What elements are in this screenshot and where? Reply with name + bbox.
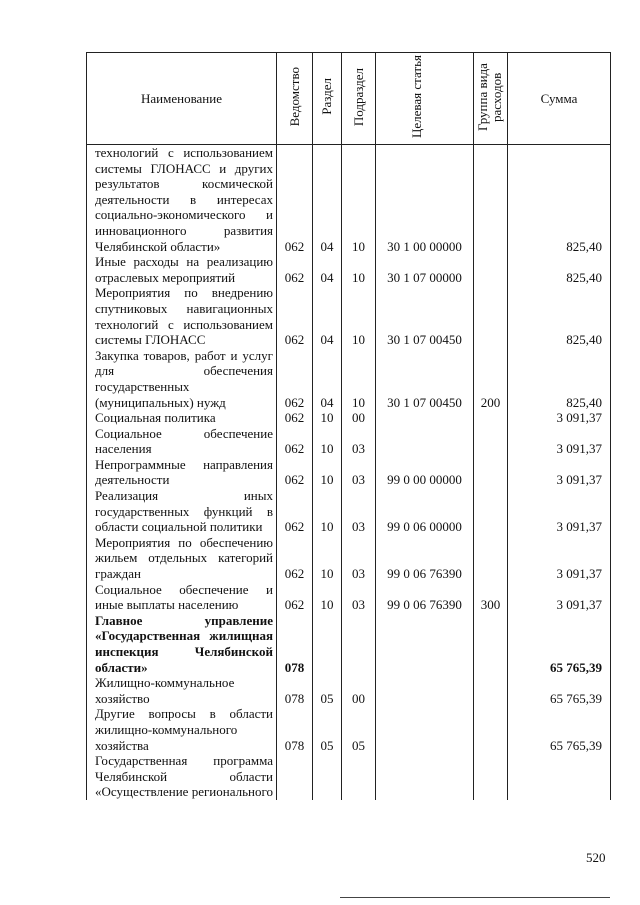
- row-name: технологий с использованием системы ГЛОНАСС и других результатов космической деятельности в интересах социально-экономического и инновационного развития Челябинской области»: [87, 145, 277, 255]
- row-name: Социальное обеспечение и иные выплаты населению: [87, 582, 277, 613]
- table-row: [87, 582, 611, 613]
- row-target: [376, 426, 474, 457]
- row-subsection: 03: [342, 535, 376, 582]
- row-group: [474, 426, 508, 457]
- row-sum: 825,40: [508, 254, 611, 285]
- row-group: [474, 613, 508, 675]
- row-subsection: 03: [342, 457, 376, 488]
- header-dept: [277, 53, 313, 145]
- row-sum: 3 091,37: [508, 582, 611, 613]
- row-dept: [277, 753, 313, 800]
- header-name: Наименование: [87, 53, 277, 145]
- row-section: 05: [313, 706, 342, 753]
- row-section: 10: [313, 457, 342, 488]
- row-target: [376, 410, 474, 426]
- row-name: Непрограммные направления деятельности: [87, 457, 277, 488]
- row-group: [474, 675, 508, 706]
- row-dept: 062: [277, 582, 313, 613]
- row-group: [474, 145, 508, 255]
- row-sum: 3 091,37: [508, 410, 611, 426]
- table-row: [87, 410, 611, 426]
- row-sum: 65 765,39: [508, 706, 611, 753]
- row-target: [376, 753, 474, 800]
- row-target: 99 0 06 00000: [376, 488, 474, 535]
- row-subsection: 10: [342, 254, 376, 285]
- row-dept: 078: [277, 613, 313, 675]
- row-subsection: 05: [342, 706, 376, 753]
- row-section: 10: [313, 582, 342, 613]
- row-name: Социальное обеспечение населения: [87, 426, 277, 457]
- row-group: 200: [474, 348, 508, 410]
- row-name: Реализация иных государственных функций в области социальной политики: [87, 488, 277, 535]
- row-sum: 825,40: [508, 145, 611, 255]
- row-section: [313, 753, 342, 800]
- row-section: 04: [313, 145, 342, 255]
- row-group: [474, 285, 508, 347]
- row-sum: 65 765,39: [508, 613, 611, 675]
- row-target: 99 0 06 76390: [376, 582, 474, 613]
- row-section: 04: [313, 254, 342, 285]
- row-dept: 062: [277, 410, 313, 426]
- row-group: [474, 410, 508, 426]
- table-row: [87, 457, 611, 488]
- row-sum: 825,40: [508, 285, 611, 347]
- row-target: 30 1 07 00000: [376, 254, 474, 285]
- row-dept: 062: [277, 535, 313, 582]
- table-row: [87, 753, 611, 800]
- table-row: [87, 613, 611, 675]
- header-sum: Сумма: [508, 53, 611, 145]
- row-dept: 062: [277, 457, 313, 488]
- header-subsection-label: Подраздел: [350, 67, 366, 126]
- row-section: 04: [313, 348, 342, 410]
- row-group: [474, 706, 508, 753]
- row-section: 10: [313, 488, 342, 535]
- table-row: [87, 285, 611, 347]
- row-dept: 062: [277, 426, 313, 457]
- row-section: 10: [313, 426, 342, 457]
- row-subsection: 03: [342, 582, 376, 613]
- row-sum: 3 091,37: [508, 488, 611, 535]
- header-group-label: Группа вида расходов: [474, 62, 504, 131]
- row-dept: 078: [277, 706, 313, 753]
- table-row: [87, 675, 611, 706]
- row-section: [313, 613, 342, 675]
- row-target: 99 0 00 00000: [376, 457, 474, 488]
- row-subsection: 10: [342, 285, 376, 347]
- header-target-label: Целевая статья: [408, 55, 424, 139]
- row-subsection: [342, 753, 376, 800]
- row-name: Главное управление «Государственная жилищная инспекция Челябинской области»: [87, 613, 277, 675]
- row-group: [474, 753, 508, 800]
- row-sum: [508, 753, 611, 800]
- row-subsection: 00: [342, 675, 376, 706]
- row-group: [474, 488, 508, 535]
- row-target: [376, 706, 474, 753]
- row-subsection: 03: [342, 488, 376, 535]
- row-dept: 062: [277, 145, 313, 255]
- row-group: [474, 254, 508, 285]
- row-subsection: 10: [342, 348, 376, 410]
- header-target: [376, 53, 474, 145]
- header-section-label: Раздел: [319, 78, 334, 116]
- row-subsection: 03: [342, 426, 376, 457]
- row-name: Государственная программа Челябинской области «Осуществление регионального: [87, 753, 277, 800]
- table-row: [87, 348, 611, 410]
- table-row: [87, 254, 611, 285]
- row-target: 30 1 07 00450: [376, 285, 474, 347]
- row-dept: 062: [277, 285, 313, 347]
- row-target: [376, 675, 474, 706]
- row-sum: 65 765,39: [508, 675, 611, 706]
- row-target: 30 1 00 00000: [376, 145, 474, 255]
- row-dept: 062: [277, 348, 313, 410]
- row-section: 04: [313, 285, 342, 347]
- row-target: 99 0 06 76390: [376, 535, 474, 582]
- table-row: [87, 426, 611, 457]
- budget-table: [86, 52, 611, 800]
- row-subsection: [342, 613, 376, 675]
- row-sum: 3 091,37: [508, 426, 611, 457]
- row-dept: 062: [277, 254, 313, 285]
- row-group: 300: [474, 582, 508, 613]
- row-name: Другие вопросы в области жилищно-коммунального хозяйства: [87, 706, 277, 753]
- bottom-rule: [340, 897, 610, 898]
- row-name: Закупка товаров, работ и услуг для обеспечения государственных (муниципальных) нужд: [87, 348, 277, 410]
- row-section: 10: [313, 410, 342, 426]
- header-subsection: [342, 53, 376, 145]
- row-section: 05: [313, 675, 342, 706]
- row-subsection: 00: [342, 410, 376, 426]
- row-target: [376, 613, 474, 675]
- page-number: 520: [586, 850, 606, 865]
- row-name: Мероприятия по обеспечению жильем отдельных категорий граждан: [87, 535, 277, 582]
- row-target: 30 1 07 00450: [376, 348, 474, 410]
- row-dept: 078: [277, 675, 313, 706]
- row-section: 10: [313, 535, 342, 582]
- row-sum: 3 091,37: [508, 457, 611, 488]
- row-sum: 825,40: [508, 348, 611, 410]
- row-name: Иные расходы на реализацию отраслевых мероприятий: [87, 254, 277, 285]
- row-name: Жилищно-коммунальное хозяйство: [87, 675, 277, 706]
- row-sum: 3 091,37: [508, 535, 611, 582]
- row-dept: 062: [277, 488, 313, 535]
- row-name: Мероприятия по внедрению спутниковых навигационных технологий с использованием системы ГЛОНАСС: [87, 285, 277, 347]
- table-row: [87, 488, 611, 535]
- header-group: [474, 53, 508, 145]
- row-subsection: 10: [342, 145, 376, 255]
- table-row: [87, 535, 611, 582]
- header-section: [313, 53, 342, 145]
- table-row: [87, 145, 611, 255]
- table-row: [87, 706, 611, 753]
- header-dept-label: Ведомство: [286, 67, 302, 127]
- header-row: [87, 53, 611, 145]
- row-name: Социальная политика: [87, 410, 277, 426]
- row-group: [474, 457, 508, 488]
- row-group: [474, 535, 508, 582]
